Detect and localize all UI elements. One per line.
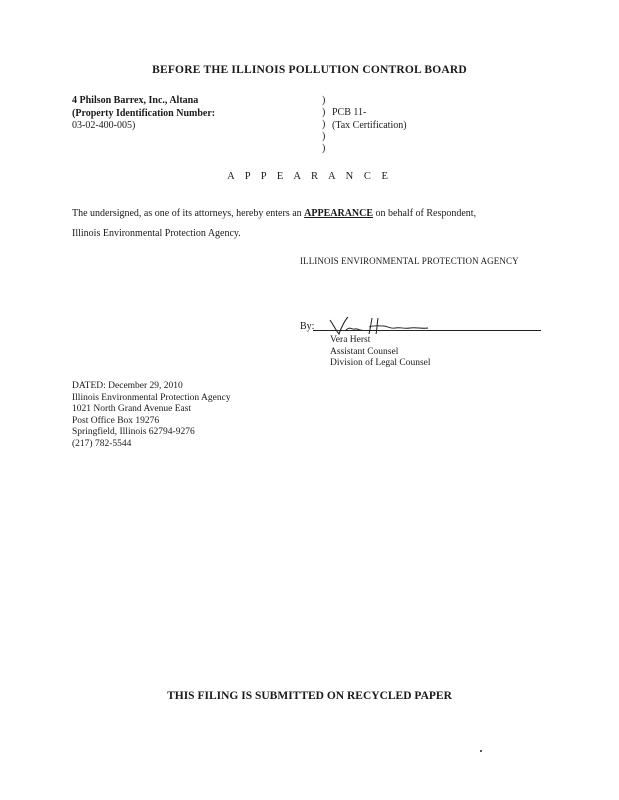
address-line: Springfield, Illinois 62794-9276 <box>72 427 195 437</box>
signer-name: Vera Herst <box>330 335 371 345</box>
recycled-paper-notice: THIS FILING IS SUBMITTED ON RECYCLED PAPER <box>167 690 452 702</box>
body-prefix: The undersigned, as one of its attorneys, hereby enters an <box>72 208 305 219</box>
party-name: 4 Philson Barrex, Inc., Altana <box>72 95 199 106</box>
address-line: Post Office Box 19276 <box>72 415 160 426</box>
address-line: 1021 North Grand Avenue East <box>72 404 192 414</box>
signer-division: Division of Legal Counsel <box>330 358 431 368</box>
caption-paren: ) <box>322 131 326 142</box>
caption-paren: ) <box>322 107 326 118</box>
dated-address-block <box>72 381 231 450</box>
body-suffix: on behalf of Respondent, <box>373 208 477 219</box>
caption-paren: ) <box>322 95 326 106</box>
signer-info <box>330 335 431 370</box>
caption-parentheses <box>322 95 325 155</box>
appearance-body-line-1 <box>72 204 476 224</box>
appearance-body-line-2: Illinois Environmental Protection Agency. <box>72 228 241 239</box>
caption-paren: ) <box>322 143 326 154</box>
appearance-heading: A P P E A R A N C E <box>227 171 392 182</box>
appearance-body <box>72 204 476 244</box>
case-number: PCB 11- <box>332 107 367 118</box>
appearance-keyword: APPEARANCE <box>304 208 374 219</box>
signer-title: Assistant Counsel <box>330 346 399 357</box>
dated-line: DATED: December 29, 2010 <box>72 381 183 391</box>
phone-line: (217) 782-5544 <box>72 438 132 449</box>
by-label: By: <box>300 321 315 332</box>
scan-speck <box>480 750 482 752</box>
address-line: Illinois Environmental Protection Agency <box>72 392 231 403</box>
pin-number: 03-02-400-005) <box>72 120 136 131</box>
caption-paren: ) <box>322 119 326 130</box>
agency-name: ILLINOIS ENVIRONMENTAL PROTECTION AGENCY <box>300 256 519 266</box>
case-caption-parties <box>72 95 215 133</box>
property-id-label: (Property Identification Number: <box>72 107 216 119</box>
case-type: (Tax Certification) <box>332 119 407 131</box>
case-caption-number <box>332 107 407 132</box>
board-title: BEFORE THE ILLINOIS POLLUTION CONTROL BOARD <box>152 64 467 76</box>
